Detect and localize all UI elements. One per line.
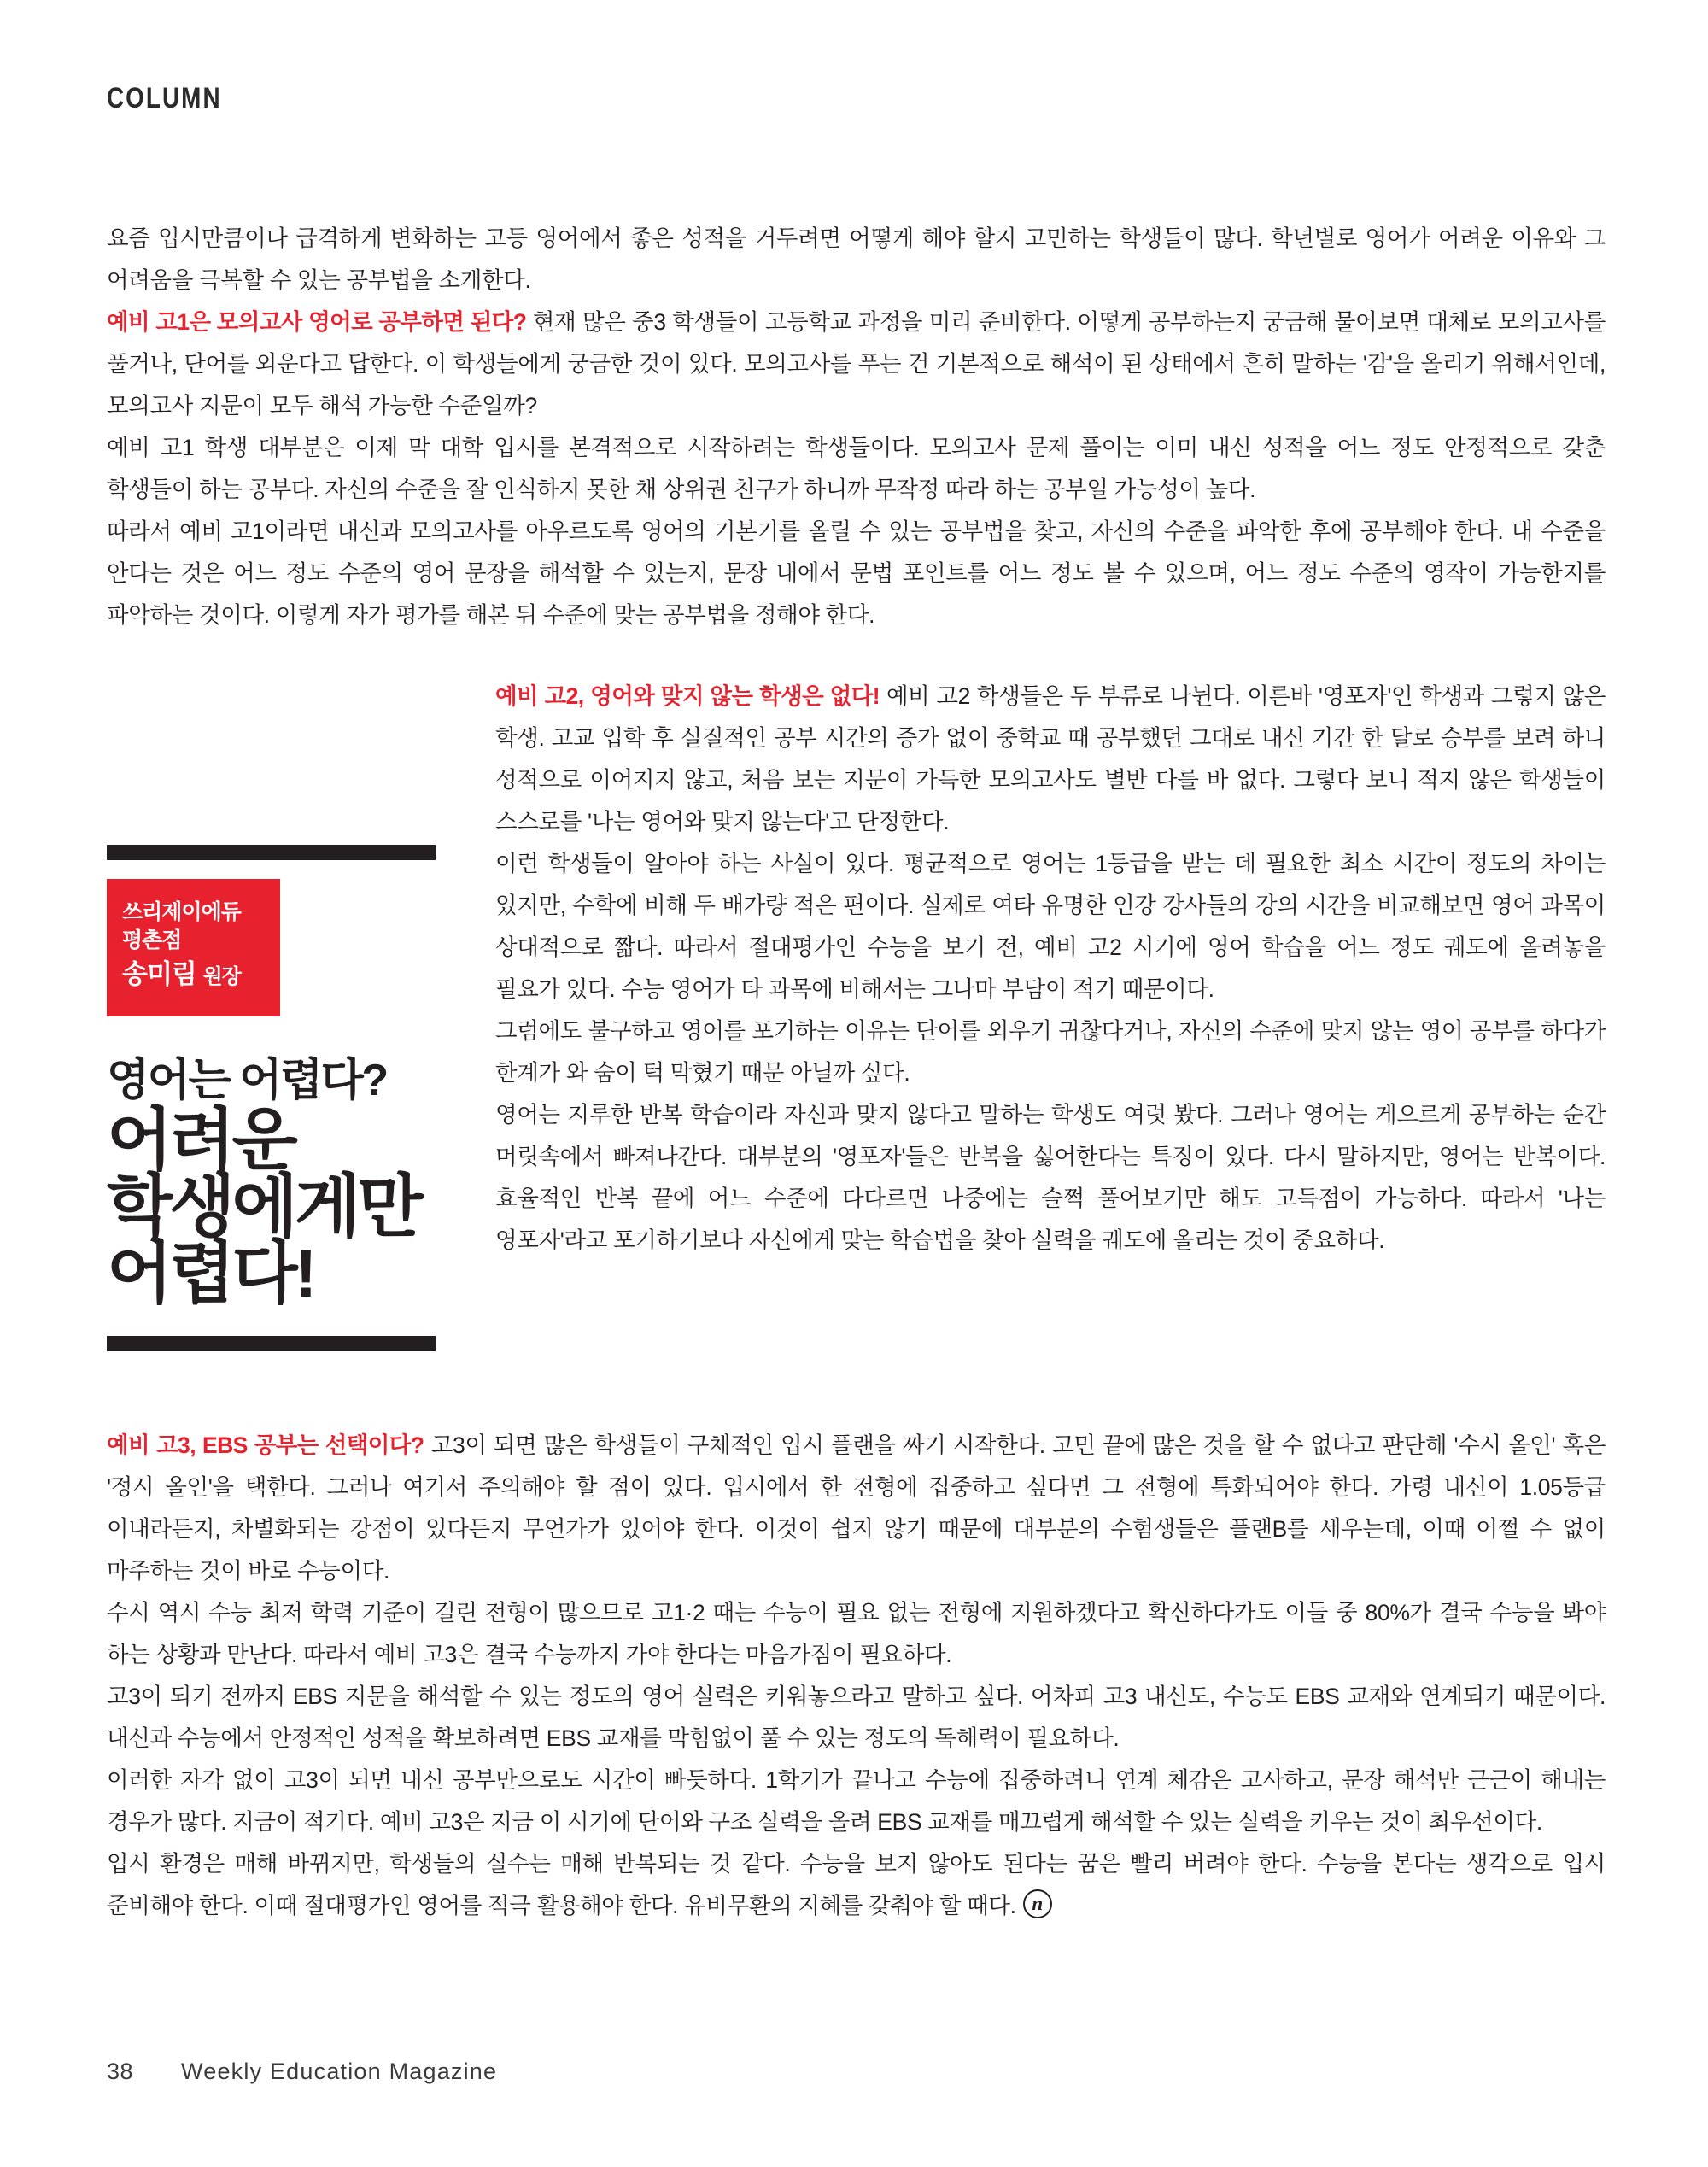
article-headline [107, 1054, 436, 1311]
page-kicker: COLUMN [107, 82, 222, 114]
section-gap [107, 636, 1606, 676]
section-1-paragraph-1: 현재 많은 중3 학생들이 고등학교 과정을 미리 준비한다. 어떻게 공부하는지 궁금해 물어보면 대체로 모의고사를 풀거나, 단어를 외운다고 답한다. 이 학생들에게 궁금한 것이 있다. 모의고사를 푸는 건 기본적으로 해석이 된 상태에서 흔히 말하는 '감'을 올리기 위해서인데, 모의고사 지문이 모두 해석 가능한 수준일까? [107, 309, 1606, 419]
badge-name: 송미림 [122, 959, 196, 989]
article-content [107, 218, 1606, 1927]
section-2-block [107, 676, 1606, 1385]
end-of-article-icon [1023, 1889, 1052, 1918]
author-badge [107, 879, 280, 1016]
section-3-paragraph-3: 고3이 되기 전까지 EBS 지문을 해석할 수 있는 정도의 영어 실력은 키워놓으라고 말하고 싶다. 어차피 고3 내신도, 수능도 EBS 교재와 연계되기 때문이다. 내신과 수능에서 안정적인 성적을 확보하려면 EBS 교재를 막힘없이 풀 수 있는 정도의 독해력이 필요하다. [107, 1684, 1606, 1751]
section-2-paragraph-4: 영어는 지루한 반복 학습이라 자신과 맞지 않다고 말하는 학생도 여럿 봤다. 그러나 영어는 게으르게 공부하는 순간 머릿속에서 빠져나간다. 대부분의 '영포자'들은 반복을 싫어한다는 특징이 있다. 다시 말하지만, 영어는 반복이다. 효율적인 반복 끝에 어느 수준에 다다르면 나중에는 슬쩍 풀어보기만 해도 고득점이 가능하다. 따라서 '나는 영포자'라고 포기하기보다 자신에게 맞는 학습법을 찾아 실력을 궤도에 올리는 것이 중요하다. [495, 1102, 1606, 1253]
top-rule [107, 845, 436, 860]
headline-line-4: 어렵다! [107, 1235, 314, 1311]
art-top-spacer [107, 682, 436, 845]
section-3-paragraph-5 [107, 1843, 1606, 1927]
section-3-heading: 예비 고3, EBS 공부는 선택이다? [107, 1432, 424, 1458]
badge-role: 원장 [202, 965, 241, 988]
lead-paragraph: 요즘 입시만큼이나 급격하게 변화하는 고등 영어에서 좋은 성적을 거두려면 어떻게 해야 할지 고민하는 학생들이 많다. 학년별로 영어가 어려운 이유와 그 어려움을 극복할 수 있는 공부법을 소개한다. [107, 225, 1606, 293]
section-1-paragraph-2: 예비 고1 학생 대부분은 이제 막 대학 입시를 본격적으로 시작하려는 학생들이다. 모의고사 문제 풀이는 이미 내신 성적을 어느 정도 안정적으로 갖춘 학생들이 하는 공부다. 자신의 수준을 잘 인식하지 못한 채 상위권 친구가 하니까 무작정 따라 하는 공부일 가능성이 높다. [107, 435, 1606, 502]
section-3-paragraph-2: 수시 역시 수능 최저 학력 기준이 걸린 전형이 많으므로 고1·2 때는 수능이 필요 없는 전형에 지원하겠다고 확신하다가도 이들 중 80%가 결국 수능을 봐야 하는 상황과 만난다. 따라서 예비 고3은 결국 수능까지 가야 한다는 마음가짐이 필요하다. [107, 1600, 1606, 1667]
section-2-paragraph-3: 그럼에도 불구하고 영어를 포기하는 이유는 단어를 외우기 귀찮다거나, 자신의 수준에 맞지 않는 영어 공부를 하다가 한계가 와 숨이 턱 막혔기 때문 아닐까 싶다. [495, 1018, 1606, 1086]
headline-line-3: 학생에게만 [107, 1168, 420, 1245]
section-2-paragraph-1: 예비 고2 학생들은 두 부류로 나뉜다. 이른바 '영포자'인 학생과 그렇지 않은 학생. 고교 입학 후 실질적인 공부 시간의 증가 없이 중학교 때 공부했던 그대로 내신 기간 한 달로 승부를 보려 하니 성적으로 이어지지 않고, 처음 보는 지문이 가득한 모의고사도 별반 다를 바 없다. 그렇다 보니 적지 않은 학생들이 스스로를 '나는 영어와 맞지 않는다'고 단정한다. [495, 683, 1606, 835]
section-1-heading: 예비 고1은 모의고사 영어로 공부하면 된다? [107, 309, 527, 335]
badge-branch: 평촌점 [122, 928, 182, 952]
section-3-paragraph-1: 고3이 되면 많은 학생들이 구체적인 입시 플랜을 짜기 시작한다. 고민 끝에 많은 것을 할 수 없다고 판단해 '수시 올인' 혹은 '정시 올인'을 택한다. 그러나 여기서 주의해야 할 점이 있다. 입시에서 한 전형에 집중하고 싶다면 그 전형에 특화되어야 한다. 가령 내신이 1.05등급 이내라든지, 차별화되는 강점이 있다든지 무언가가 있어야 한다. 이것이 쉽지 않기 때문에 대부분의 수험생들은 플랜B를 세우는데, 이때 어쩔 수 없이 마주하는 것이 바로 수능이다. [107, 1432, 1606, 1584]
bottom-rule [107, 1336, 436, 1351]
section-2-heading: 예비 고2, 영어와 맞지 않는 학생은 없다! [495, 683, 880, 709]
badge-name-row [122, 957, 265, 994]
headline-line-1: 영어는 어렵다? [107, 1056, 387, 1105]
section-1-heading-paragraph [107, 302, 1606, 427]
badge-academy: 쓰리제이에듀 [122, 900, 241, 924]
author-art-block [107, 682, 436, 1351]
section-gap-2 [107, 1385, 1606, 1425]
section-2-paragraph-2: 이런 학생들이 알아야 하는 사실이 있다. 평균적으로 영어는 1등급을 받는 데 필요한 최소 시간이 정도의 차이는 있지만, 수학에 비해 두 배가량 적은 편이다. 실제로 여타 유명한 인강 강사들의 강의 시간을 비교해보면 영어 과목이 상대적으로 짧다. 따라서 절대평가인 수능을 보기 전, 예비 고2 시기에 영어 학습을 어느 정도 궤도에 올려놓을 필요가 있다. 수능 영어가 타 과목에 비해서는 그나마 부담이 적기 때문이다. [495, 851, 1606, 1002]
section-3-paragraph-5-text: 입시 환경은 매해 바뀌지만, 학생들의 실수는 매해 반복되는 것 같다. 수능을 보지 않아도 된다는 꿈은 빨리 버려야 한다. 수능을 본다는 생각으로 입시 준비해야 한다. 이때 절대평가인 영어를 적극 활용해야 한다. 유비무환의 지혜를 갖춰야 할 때다. [107, 1851, 1606, 1918]
section-3-paragraph-4: 이러한 자각 없이 고3이 되면 내신 공부만으로도 시간이 빠듯하다. 1학기가 끝나고 수능에 집중하려니 연계 체감은 고사하고, 문장 해석만 근근이 해내는 경우가 많다. 지금이 적기다. 예비 고3은 지금 이 시기에 단어와 구조 실력을 올려 EBS 교재를 매끄럽게 해석할 수 있는 실력을 키우는 것이 최우선이다. [107, 1767, 1606, 1835]
magazine-title: Weekly Education Magazine [181, 2059, 498, 2084]
page-footer [107, 2059, 497, 2085]
section-3-heading-paragraph [107, 1425, 1606, 1592]
headline-line-2: 어려운 [107, 1102, 295, 1178]
page-number: 38 [107, 2059, 134, 2084]
section-1-paragraph-3: 따라서 예비 고1이라면 내신과 모의고사를 아우르도록 영어의 기본기를 올릴 수 있는 공부법을 찾고, 자신의 수준을 파악한 후에 공부해야 한다. 내 수준을 안다는 것은 어느 정도 수준의 영어 문장을 해석할 수 있는지, 문장 내에서 문법 포인트를 어느 정도 볼 수 있으며, 어느 정도 수준의 영작이 가능한지를 파악하는 것이다. 이렇게 자가 평가를 해본 뒤 수준에 맞는 공부법을 정해야 한다. [107, 518, 1606, 628]
